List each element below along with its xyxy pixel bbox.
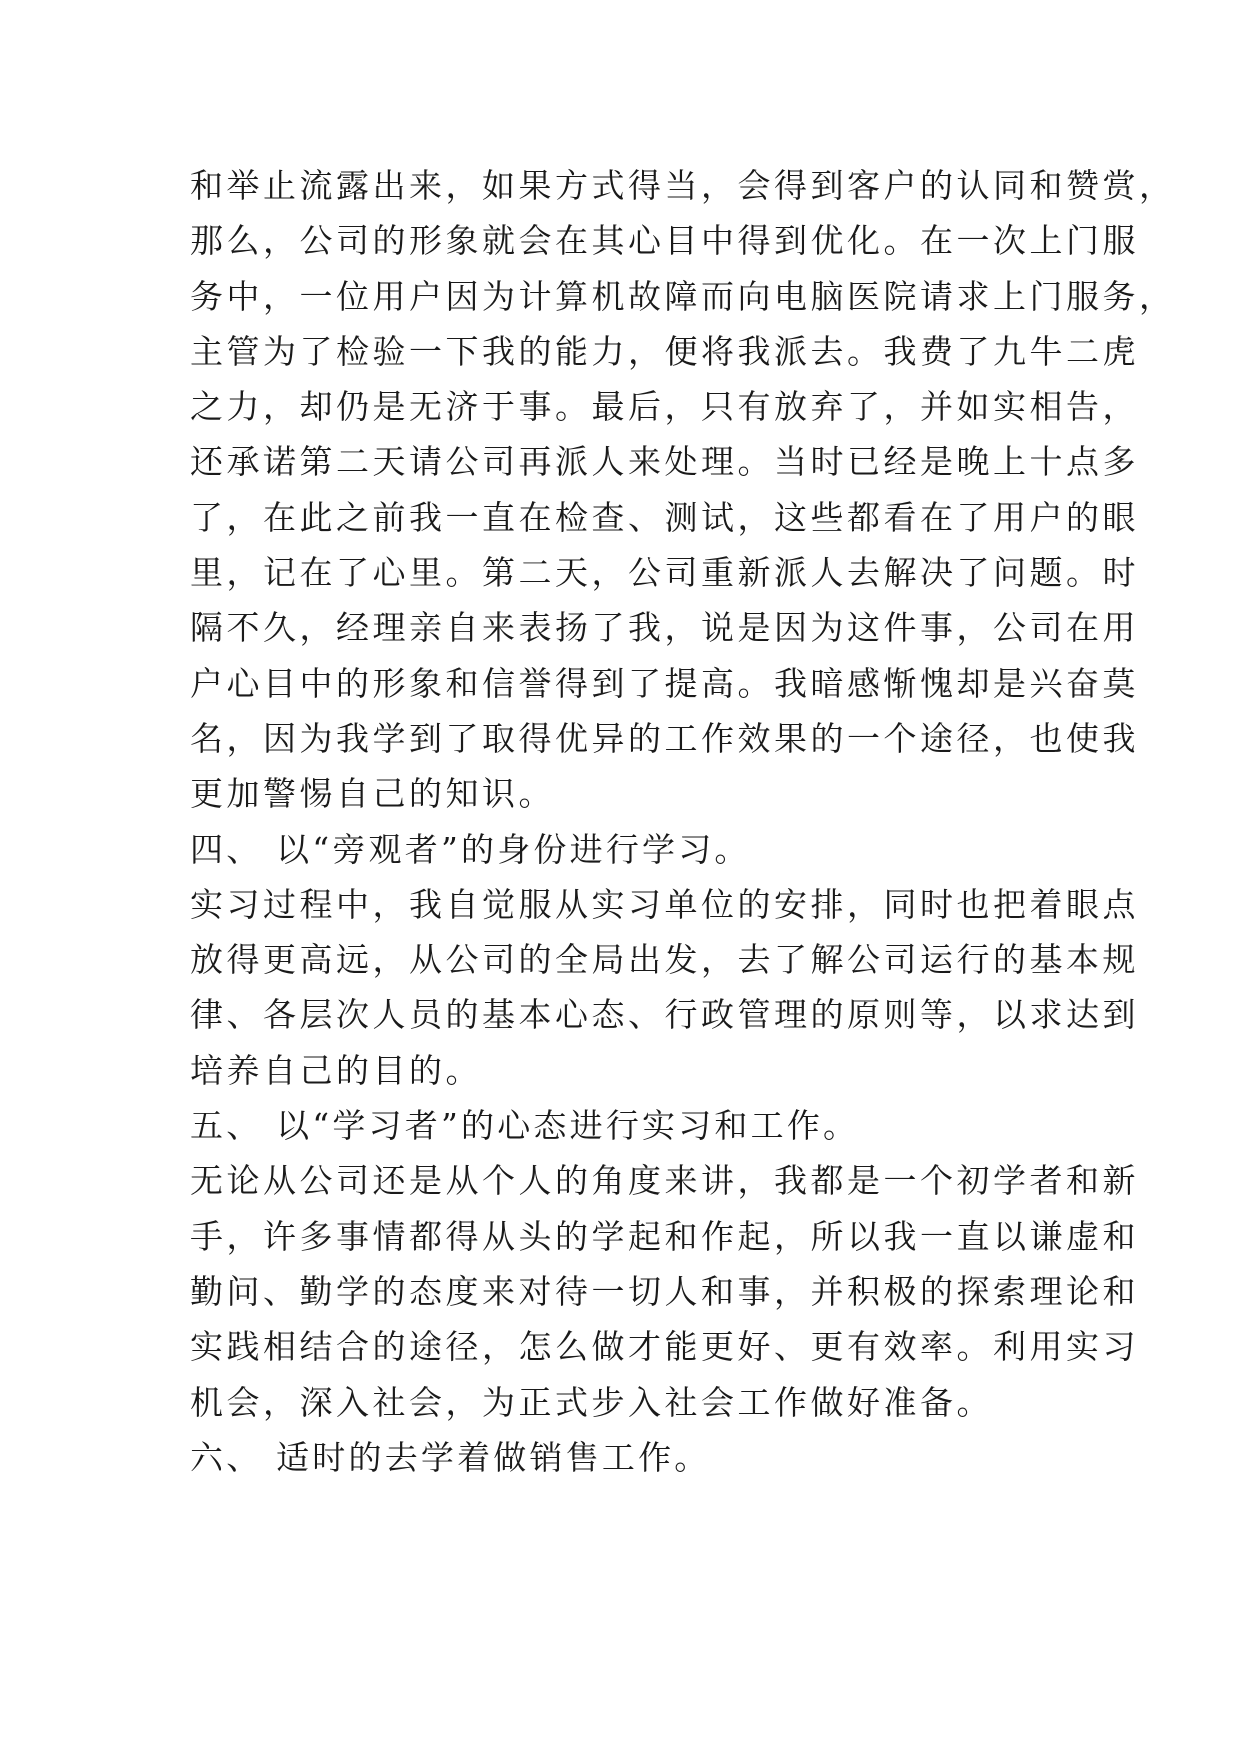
- paragraph-line: 实习过程中，我自觉服从实习单位的安排，同时也把着眼点: [190, 884, 1139, 924]
- paragraph-line: 户心目中的形象和信誉得到了提高。我暗感惭愧却是兴奋莫: [190, 663, 1139, 703]
- paragraph-line: 了，在此之前我一直在检查、测试，这些都看在了用户的眼: [190, 497, 1139, 537]
- paragraph-line: 主管为了检验一下我的能力，便将我派去。我费了九牛二虎: [190, 331, 1139, 371]
- paragraph-line: 更加警惕自己的知识。: [190, 774, 555, 814]
- paragraph-line: 勤问、勤学的态度来对待一切人和事，并积极的探索理论和: [190, 1271, 1139, 1311]
- paragraph-line: 之力，却仍是无济于事。最后，只有放弃了，并如实相告，: [190, 387, 1139, 427]
- paragraph-line: 培养自己的目的。: [190, 1050, 482, 1090]
- paragraph-line: 律、各层次人员的基本心态、行政管理的原则等，以求达到: [190, 995, 1139, 1035]
- paragraph-line: 名，因为我学到了取得优异的工作效果的一个途径，也使我: [190, 718, 1139, 758]
- section-heading-4: 四、 以“旁观者”的身份进行学习。: [190, 829, 751, 869]
- paragraph-line: 放得更高远，从公司的全局出发，去了解公司运行的基本规: [190, 940, 1139, 980]
- paragraph-line: 机会，深入社会，为正式步入社会工作做好准备。: [190, 1382, 993, 1422]
- paragraph-line: 那么，公司的形象就会在其心目中得到优化。在一次上门服: [190, 221, 1139, 261]
- paragraph-line: 隔不久，经理亲自来表扬了我，说是因为这件事，公司在用: [190, 608, 1139, 648]
- section-heading-5: 五、 以“学习者”的心态进行实习和工作。: [190, 1106, 860, 1146]
- paragraph-line: 实践相结合的途径，怎么做才能更好、更有效率。利用实习: [190, 1327, 1139, 1367]
- document-body: [190, 158, 1176, 1485]
- paragraph-line: 无论从公司还是从个人的角度来讲，我都是一个初学者和新: [190, 1161, 1139, 1201]
- paragraph-line: 手，许多事情都得从头的学起和作起，所以我一直以谦虚和: [190, 1216, 1139, 1256]
- paragraph-line: 务中，一位用户因为计算机故障而向电脑医院请求上门服务，: [190, 276, 1176, 316]
- paragraph-line: 里，记在了心里。第二天，公司重新派人去解决了问题。时: [190, 553, 1139, 593]
- paragraph-line: 还承诺第二天请公司再派人来处理。当时已经是晚上十点多: [190, 442, 1139, 482]
- section-heading-6: 六、 适时的去学着做销售工作。: [190, 1437, 711, 1477]
- paragraph-line: 和举止流露出来，如果方式得当，会得到客户的认同和赞赏，: [190, 166, 1176, 205]
